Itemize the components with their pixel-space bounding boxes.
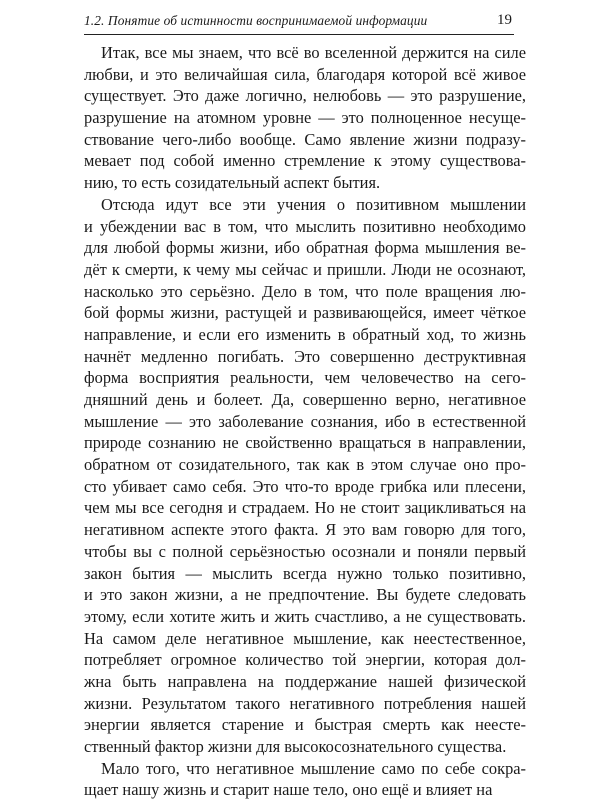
text-line: мевает под собой именно стремление к этому существова- (84, 151, 526, 171)
text-line: мышление — это заболевание сознания, ибо в естественной (84, 411, 526, 431)
text-line: ственный фактор жизни для высокосознательного существа. (84, 737, 507, 756)
text-line: направление, и если его изменить в обратный ход, то жизнь (84, 324, 526, 344)
text-line: щает нашу жизнь и старит наше тело, оно ещё и влияет на (84, 780, 493, 800)
text-line: форма восприятия реальности, чем человечество на сего- (84, 368, 526, 388)
text-line: Отсюда идут все эти учения о позитивном мышлении (101, 194, 526, 214)
body-text (84, 42, 526, 801)
text-line: начнёт медленно погибать. Это совершенно деструктивная (84, 346, 526, 366)
text-line: дёт к смерти, к чему мы сейчас и пришли. Люди не осознают, (84, 259, 526, 279)
text-line: Мало того, что негативное мышление само по себе сокра- (101, 758, 526, 778)
text-line: этому, если хотите жить и жить счастливо, а не существовать. (84, 606, 526, 626)
text-line: обратном от созидательного, так как в этом случае оно про- (84, 455, 526, 475)
text-line: потребляет огромное количество той энергии, которая дол- (84, 650, 526, 670)
text-line: сто убивает само себя. Это что-то вроде грибка или плесени, (84, 476, 526, 496)
paragraph (84, 194, 526, 758)
text-line: жизни. Результатом такого негативного потребления нашей (84, 693, 526, 713)
paragraph (84, 42, 526, 194)
text-line: На самом деле негативное мышление, как неестественное, (84, 628, 526, 648)
page-number: 19 (497, 12, 512, 28)
text-line: насколько это серьёзно. Дело в том, что поле вращения лю- (84, 281, 526, 301)
running-header-title: 1.2. Понятие об истинности воспринимаемой информации (84, 13, 428, 28)
text-line: любви, и это величайшая сила, благодаря которой всё живое (84, 64, 526, 84)
text-line: энергии является старение и быстрая смерть как неесте- (84, 715, 526, 735)
text-line: существует. Это даже логично, нелюбовь — это разрушение, (84, 86, 526, 106)
text-line: чем мы все сегодня и страдаем. Но не стоит зацикливаться на (84, 498, 526, 518)
text-line: закон бытия — мыслить всегда нужно только позитивно, (84, 563, 526, 583)
text-line: и это закон жизни, а не предпочтение. Вы будете следовать (84, 585, 526, 605)
paragraph (84, 758, 526, 801)
text-line: для любой формы жизни, ибо обратная форма мышления ве- (84, 238, 526, 258)
text-line: и убеждении вас в том, что мыслить позитивно необходимо (84, 216, 526, 236)
text-line: дняшний день и болеет. Да, совершенно верно, негативное (84, 390, 526, 409)
text-line: жна быть направлена на поддержание нашей физической (84, 671, 526, 691)
running-header (84, 12, 514, 35)
text-line: ствование чего-либо вообще. Само явление жизни подразу- (84, 129, 526, 149)
text-line: Итак, все мы знаем, что всё во вселенной держится на силе (101, 43, 526, 62)
text-line: бой формы жизни, растущей и развивающейся, имеет чёткое (84, 303, 526, 323)
text-line: разрушение на атомном уровне — это полноценное несуще- (84, 108, 526, 128)
text-line: нию, то есть созидательный аспект бытия. (84, 173, 381, 193)
text-line: негативном аспекте этого факта. Я это вам говорю для того, (84, 520, 526, 540)
text-line: чтобы вы с полной серьёзностью осознали и поняли первый (84, 541, 526, 561)
text-line: природе сознанию не свойственно вращаться в направлении, (84, 433, 526, 453)
